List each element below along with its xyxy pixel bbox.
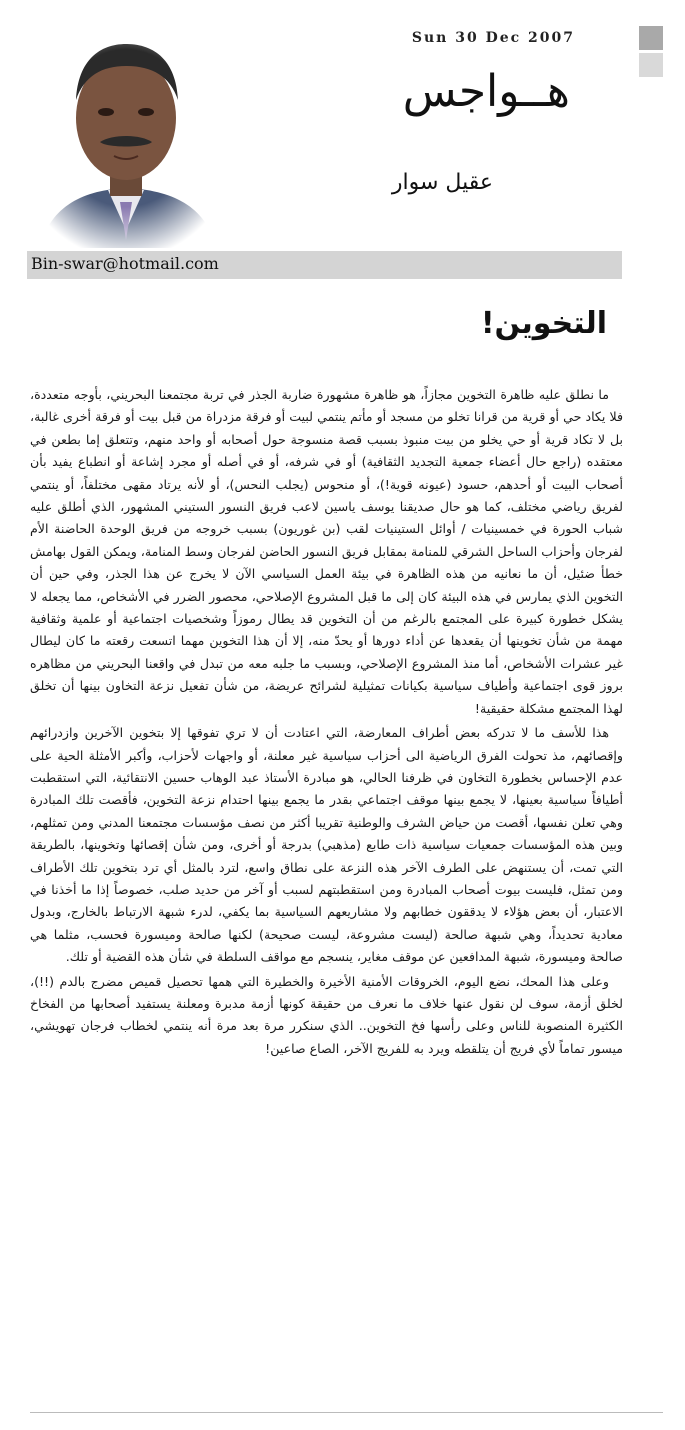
- corner-square-dark: [639, 26, 663, 50]
- author-name: عقيل سوار: [391, 170, 493, 195]
- author-portrait: [30, 30, 222, 248]
- corner-square-light: [639, 53, 663, 77]
- article-body: [30, 384, 623, 1062]
- author-email[interactable]: Bin-swar@hotmail.com: [31, 254, 219, 273]
- email-bar: [27, 251, 622, 279]
- corner-decoration: [639, 26, 663, 80]
- bottom-divider: [30, 1412, 663, 1413]
- column-name: هــواجس: [402, 66, 570, 117]
- article-title: التخوين!: [480, 306, 607, 341]
- article-paragraph: هذا للأسف ما لا تدركه بعض أطراف المعارضة، التي اعتادت أن لا تري تفوقها إلا بتخوين الآخرين وازدرائهم وإقصائهم، مذ تحولت الفرق الرياضية الى أحزاب سياسية غير معلنة، أو واجهات لأحزاب، وأكبر الأمثلة الحية على عدم الإحساس بخطورة التخاون في ظرفنا الحالي، هو مبادرة الأستاذ عبد الوهاب حسين الانتقائية، التي استقطبت أطيافاً سياسية بعينها، لا يجمع بينها موقف اجتماعي بقدر ما يجمع بينها احتدام نزعة التخوين، فأقصت تلك المبادرة وهي تعلن نفسها، أقصت من حياض الشرف والوطنية تقريبا أكثر من نصف مؤسسات مجتمعنا المدني ومن تمثلهم، وبين هذه المؤسسات جمعيات سياسية ذات طابع (مذهبي) بدرجة أو أخرى، ومن شأن إقصائها وتخوينها، بالطريقة التي تمت، أن يستنهض على الطرف الآخر هذه النزعة على نطاق واسع، لترد بالمثل أي ترد بتخوين تلك الأطراف ومن تمثل، فليست بيوت أصحاب المبادرة ومن استقطبتهم لسبب أو آخر من حديد صلب، خصوصاً إذا ما أخذنا في الاعتبار، أن بعض هؤلاء لا يدققون خطابهم ولا مشاريعهم السياسية بما يكفي، لدرء شبهة الارتباط بالخارج، وبدول معادية تحديداً، وهي شبهة صالحة (ليست مشروعة، ليست صحيحة) لكنها صالحة وميسورة فحسب، مثلما هي صالحة وميسورة، شبهة المدافعين عن موقف مغاير، ينسجم مع مواقف السلطة في شأن هذه القضية أو تلك.: [30, 725, 623, 965]
- article-paragraph: ما نطلق عليه ظاهرة التخوين مجازاً، هو ظاهرة مشهورة ضاربة الجذر في تربة مجتمعنا البحريني، بأوجه متعددة، فلا يكاد حي أو قرية من قرانا تخلو من مسجد أو مأتم ينتمي لبيت أو فرقة مزدراة من قبل بيت أو فرقة أخرى غالبة، بل لا تكاد قرية أو حي يخلو من بيت منبوذ بسبب قصة منسوجة حول أصحابه أو واحد منهم، وتتعلق إما بطعن في معتقده (راجع حال أعضاء جمعية التجديد الثقافية) أو في شرفه، أو في أصله أو مجرد إشاعة أو انطباع يفيد بأن أصحاب البيت أو أحدهم، حسود (عيونه قوية!)، أو منحوس (يجلب النحس)، أو لأنه يرتاد مقهى مختلفاً، أو ينتمي لفريق رياضي مختلف، كما هو حال صديقنا يوسف ياسين لاعب فريق النسور الستيني المشهور، الذي أطلق عليه شباب الحورة في خمسينيات / أوائل الستينيات لقب (بن غوريون) بسبب خروجه من فريق الوحدة الحاضنة الأم لفرجان وأحزاب الساحل الشرقي للمنامة بمقابل فريق النسور الحاضن لفرجان وسط المنامة، ويمكن القول بهامش خطأ ضئيل، أن ما نعانيه من هذه الظاهرة في بيئة العمل السياسي الآن لا يخرج عن هذا الجذر، وفي حين أن التخوين الذي يمارس في هذه البيئة كان إلى ما قبل المشروع الإصلاحي، محصور الضرر في الأشخاص، مما يجعله لا يشكل خطورة كبيرة على المجتمع بالرغم من أن التخوين قد يطال رموزاً وشخصيات اجتماعية أو علمية وثقافية مهمة من شأن تخوينها أن يقعدها عن أداء دورها أو يحدّ منه، إلا أن هذا التخوين مهما اتسعت رقعته ما كان ليطال غير عشرات الأشخاص، أما منذ المشروع الإصلاحي، وبسبب ما جلبه معه من تبدل في واقعنا البحريني من مظاهره بروز قوى اجتماعية وأطياف سياسية بكيانات تمثيلية لشرائح عريضة، من شأن تفعيل نزعة التخاون بينها أن تخلق لهذا المجتمع مشكلة حقيقية!: [30, 387, 623, 716]
- article-paragraph: وعلى هذا المحك، نضع اليوم، الخروقات الأمنية الأخيرة والخطيرة التي همها تحصيل قميص مضرج بالدم (!!)، لخلق أزمة، سوف لن نقول عنها خلاف ما نعرف من حقيقة كونها أزمة مدبرة ومعلنة يستفيد أصحابها من الفخاخ الكثيرة المنصوبة للناس وعلى رأسها فخ التخوين.. الذي سنكرر مرة بعد مرة أنه ينتمي لخطاب فرجان تهويشي، ميسور تماماً لأي فريج أن يتلقطه ويرد به للفريج الآخر، الصاع صاعين!: [30, 973, 623, 1056]
- publication-date: Sun 30 Dec 2007: [411, 30, 575, 46]
